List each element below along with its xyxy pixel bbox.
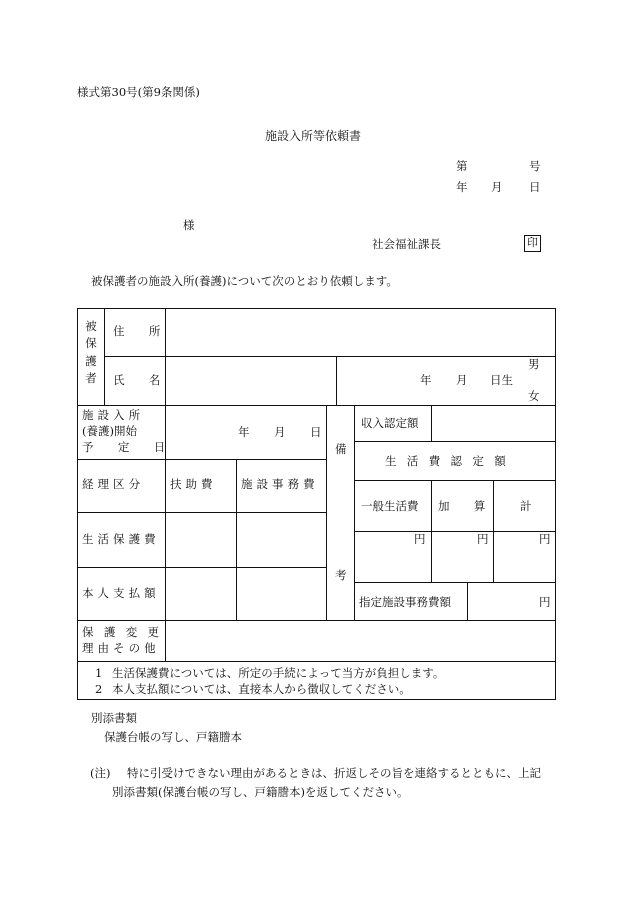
yen-2: 円 bbox=[477, 532, 489, 546]
shitei-label: 指定施設事務費額 bbox=[359, 595, 451, 609]
start-label-2: (養護)開始 bbox=[82, 424, 137, 438]
change-label-1: 保護変更 bbox=[82, 625, 170, 639]
ref-go: 号 bbox=[529, 159, 541, 173]
hogosha-label: 被 保 護 者 bbox=[85, 319, 97, 385]
note-line-1: 特に引受けできない理由があるときは、折返しその旨を連絡するとともに、上記 bbox=[127, 766, 541, 780]
attachments: 保護台帳の写し、戸籍謄本 bbox=[104, 730, 242, 744]
addressee-suffix: 様 bbox=[183, 218, 195, 232]
sender: 社会福祉課長 bbox=[372, 237, 441, 251]
change-label-2: 理由その他 bbox=[82, 641, 160, 655]
birth-tsuki: 月 bbox=[456, 373, 468, 387]
ref-tsuki: 月 bbox=[491, 180, 503, 194]
gender-male: 男 bbox=[528, 357, 540, 371]
note-line-2: 別添書類(保護台帳の写し、戸籍謄本)を返してください。 bbox=[112, 785, 409, 799]
document-title: 施設入所等依頼書 bbox=[265, 129, 362, 143]
kasan-label: 加 算 bbox=[438, 499, 496, 513]
ref-hi: 日 bbox=[529, 180, 541, 194]
biko-1: 備 bbox=[335, 442, 347, 456]
yen-1: 円 bbox=[414, 532, 426, 546]
start-tsuki: 月 bbox=[274, 425, 286, 439]
form-number: 様式第30号(第9条関係) bbox=[77, 85, 200, 99]
attachments-label: 別添書類 bbox=[91, 711, 137, 725]
gender-female: 女 bbox=[528, 389, 540, 403]
shunyu-label: 収入認定額 bbox=[361, 416, 419, 430]
seal-mark: 印 bbox=[524, 235, 541, 252]
ref-dai: 第 bbox=[456, 159, 468, 173]
intro-text: 被保護者の施設入所(養護)について次のとおり依頼します。 bbox=[91, 274, 398, 288]
jimu-label: 施設事務費 bbox=[241, 477, 319, 491]
yen-3: 円 bbox=[539, 532, 551, 546]
start-label-1: 施設入所 bbox=[82, 408, 145, 422]
note-prefix: (注) bbox=[90, 766, 111, 780]
note-2: 本人支払額については、直接本人から徴収してください。 bbox=[112, 682, 411, 696]
address-label: 住 所 bbox=[113, 324, 171, 338]
name-label: 氏 名 bbox=[113, 373, 171, 387]
fujo-label: 扶助費 bbox=[170, 477, 217, 491]
ippan-label: 一般生活費 bbox=[361, 499, 419, 513]
seikatsuhi-label: 生活費認定額 bbox=[385, 454, 517, 468]
ref-nen: 年 bbox=[456, 180, 468, 194]
birth-hi-sei: 日生 bbox=[490, 373, 513, 387]
biko-2: 考 bbox=[335, 568, 347, 582]
note-2-num: 2 bbox=[95, 682, 103, 696]
yen-4: 円 bbox=[539, 595, 551, 609]
keiri-label: 経理区分 bbox=[82, 477, 145, 491]
start-nen: 年 bbox=[238, 425, 250, 439]
note-1-num: 1 bbox=[95, 666, 103, 680]
note-1: 生活保護費については、所定の手続によって当方が負担します。 bbox=[112, 666, 445, 680]
birth-nen: 年 bbox=[420, 373, 432, 387]
seikatsu-hogohi-label: 生活保護費 bbox=[82, 532, 160, 546]
honnin-label: 本人支払額 bbox=[82, 586, 160, 600]
start-hi: 日 bbox=[310, 425, 322, 439]
start-label-3: 予 定 日 bbox=[82, 440, 176, 454]
kei-label: 計 bbox=[520, 499, 532, 513]
